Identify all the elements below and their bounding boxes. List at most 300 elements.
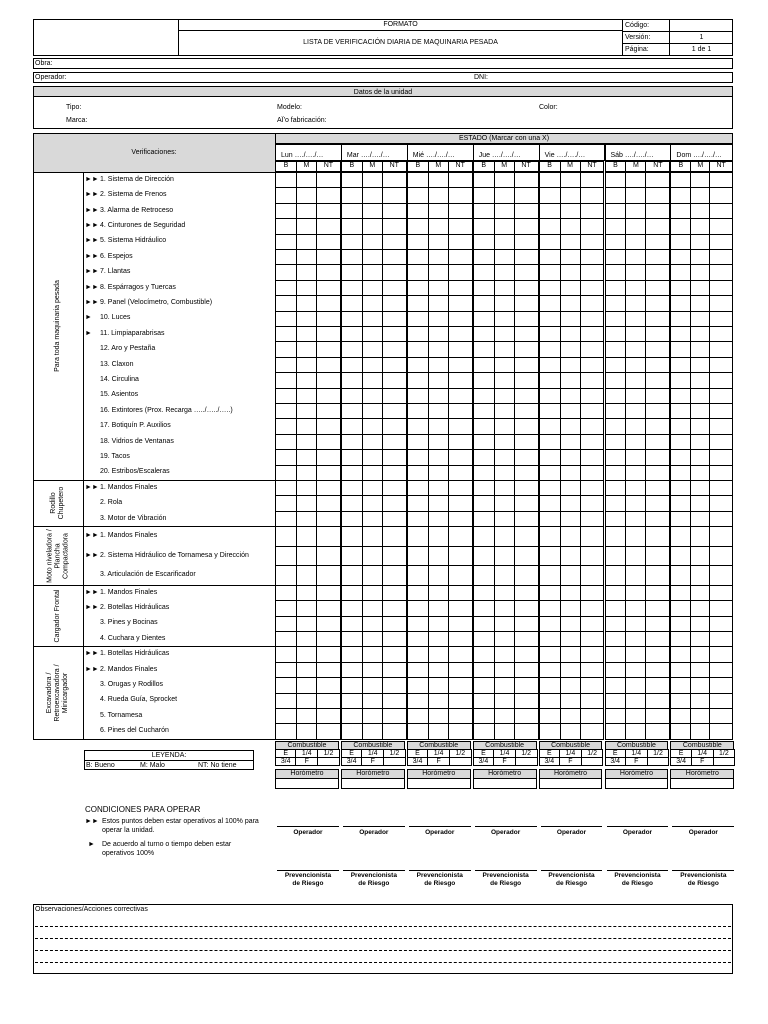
check-cell[interactable] [407, 341, 429, 357]
check-cell[interactable] [382, 480, 407, 496]
check-cell[interactable] [670, 585, 691, 601]
check-cell[interactable] [296, 585, 317, 601]
check-cell[interactable] [341, 234, 363, 250]
check-cell[interactable] [514, 693, 539, 709]
check-cell[interactable] [670, 565, 691, 586]
check-cell[interactable] [448, 565, 473, 586]
check-cell[interactable] [362, 585, 383, 601]
check-cell[interactable] [494, 357, 515, 373]
check-cell[interactable] [709, 249, 733, 265]
check-cell[interactable] [645, 234, 670, 250]
check-cell[interactable] [407, 264, 429, 280]
check-cell[interactable] [296, 203, 317, 219]
check-cell[interactable] [514, 662, 539, 678]
check-cell[interactable] [407, 187, 429, 203]
check-cell[interactable] [560, 264, 581, 280]
check-cell[interactable] [690, 249, 710, 265]
check-cell[interactable] [316, 708, 341, 724]
prevencionista-signature-line[interactable] [607, 870, 669, 871]
check-cell[interactable] [539, 449, 561, 465]
check-cell[interactable] [341, 723, 363, 739]
check-cell[interactable] [275, 449, 297, 465]
check-cell[interactable] [428, 372, 449, 388]
check-cell[interactable] [670, 249, 691, 265]
check-cell[interactable] [341, 434, 363, 450]
check-cell[interactable] [407, 172, 429, 188]
check-cell[interactable] [580, 388, 605, 404]
check-cell[interactable] [316, 434, 341, 450]
check-cell[interactable] [539, 662, 561, 678]
check-cell[interactable] [560, 295, 581, 311]
check-cell[interactable] [316, 600, 341, 616]
check-cell[interactable] [625, 565, 646, 586]
check-cell[interactable] [296, 434, 317, 450]
check-cell[interactable] [670, 311, 691, 327]
check-cell[interactable] [709, 203, 733, 219]
check-cell[interactable] [382, 708, 407, 724]
check-cell[interactable] [382, 526, 407, 547]
check-cell[interactable] [382, 418, 407, 434]
check-cell[interactable] [407, 311, 429, 327]
check-cell[interactable] [407, 565, 429, 586]
check-cell[interactable] [514, 418, 539, 434]
fuel-level[interactable]: 1/4 [625, 749, 648, 758]
check-cell[interactable] [709, 723, 733, 739]
check-cell[interactable] [514, 546, 539, 567]
check-cell[interactable] [382, 326, 407, 342]
check-cell[interactable] [382, 403, 407, 419]
fuel-level[interactable]: 3/4 [275, 757, 296, 766]
check-cell[interactable] [580, 511, 605, 527]
check-cell[interactable] [645, 495, 670, 511]
check-cell[interactable] [296, 357, 317, 373]
fuel-level[interactable] [647, 757, 670, 766]
check-cell[interactable] [362, 203, 383, 219]
check-cell[interactable] [625, 187, 646, 203]
fuel-level[interactable]: E [539, 749, 560, 758]
check-cell[interactable] [605, 311, 627, 327]
prevencionista-signature-line[interactable] [409, 870, 471, 871]
check-cell[interactable] [382, 311, 407, 327]
check-cell[interactable] [690, 341, 710, 357]
check-cell[interactable] [428, 677, 449, 693]
check-cell[interactable] [316, 495, 341, 511]
check-cell[interactable] [670, 280, 691, 296]
check-cell[interactable] [514, 388, 539, 404]
check-cell[interactable] [605, 546, 627, 567]
check-cell[interactable] [473, 280, 495, 296]
check-cell[interactable] [473, 187, 495, 203]
check-cell[interactable] [580, 203, 605, 219]
check-cell[interactable] [645, 526, 670, 547]
check-cell[interactable] [341, 600, 363, 616]
check-cell[interactable] [316, 616, 341, 632]
check-cell[interactable] [539, 187, 561, 203]
check-cell[interactable] [514, 631, 539, 647]
check-cell[interactable] [362, 495, 383, 511]
check-cell[interactable] [341, 388, 363, 404]
check-cell[interactable] [448, 495, 473, 511]
check-cell[interactable] [514, 341, 539, 357]
fuel-level[interactable] [383, 757, 406, 766]
prevencionista-signature-line[interactable] [541, 870, 603, 871]
check-cell[interactable] [448, 264, 473, 280]
check-cell[interactable] [514, 434, 539, 450]
check-cell[interactable] [296, 403, 317, 419]
check-cell[interactable] [560, 418, 581, 434]
check-cell[interactable] [473, 449, 495, 465]
check-cell[interactable] [448, 434, 473, 450]
check-cell[interactable] [580, 546, 605, 567]
check-cell[interactable] [709, 187, 733, 203]
fuel-level[interactable]: 1/2 [647, 749, 670, 758]
fuel-level[interactable] [515, 757, 538, 766]
check-cell[interactable] [625, 600, 646, 616]
check-cell[interactable] [407, 546, 429, 567]
check-cell[interactable] [494, 418, 515, 434]
check-cell[interactable] [514, 172, 539, 188]
check-cell[interactable] [645, 388, 670, 404]
check-cell[interactable] [407, 662, 429, 678]
check-cell[interactable] [645, 565, 670, 586]
check-cell[interactable] [341, 585, 363, 601]
check-cell[interactable] [560, 600, 581, 616]
fuel-level[interactable]: E [670, 749, 691, 758]
check-cell[interactable] [709, 418, 733, 434]
check-cell[interactable] [316, 480, 341, 496]
check-cell[interactable] [645, 172, 670, 188]
check-cell[interactable] [296, 526, 317, 547]
check-cell[interactable] [625, 372, 646, 388]
check-cell[interactable] [494, 234, 515, 250]
check-cell[interactable] [560, 616, 581, 632]
check-cell[interactable] [275, 600, 297, 616]
check-cell[interactable] [605, 511, 627, 527]
check-cell[interactable] [645, 403, 670, 419]
check-cell[interactable] [362, 449, 383, 465]
check-cell[interactable] [560, 495, 581, 511]
check-cell[interactable] [580, 249, 605, 265]
check-cell[interactable] [428, 693, 449, 709]
check-cell[interactable] [382, 546, 407, 567]
check-cell[interactable] [709, 565, 733, 586]
check-cell[interactable] [625, 693, 646, 709]
check-cell[interactable] [580, 693, 605, 709]
check-cell[interactable] [316, 280, 341, 296]
check-cell[interactable] [448, 465, 473, 481]
check-cell[interactable] [709, 311, 733, 327]
check-cell[interactable] [514, 264, 539, 280]
check-cell[interactable] [560, 280, 581, 296]
check-cell[interactable] [625, 546, 646, 567]
check-cell[interactable] [560, 585, 581, 601]
check-cell[interactable] [296, 449, 317, 465]
check-cell[interactable] [473, 677, 495, 693]
check-cell[interactable] [539, 546, 561, 567]
fuel-level[interactable]: E [275, 749, 296, 758]
check-cell[interactable] [296, 723, 317, 739]
fuel-level[interactable]: E [407, 749, 428, 758]
check-cell[interactable] [514, 708, 539, 724]
check-cell[interactable] [514, 723, 539, 739]
check-cell[interactable] [428, 480, 449, 496]
check-cell[interactable] [605, 234, 627, 250]
check-cell[interactable] [382, 203, 407, 219]
check-cell[interactable] [407, 526, 429, 547]
check-cell[interactable] [316, 341, 341, 357]
check-cell[interactable] [382, 264, 407, 280]
check-cell[interactable] [275, 708, 297, 724]
check-cell[interactable] [645, 511, 670, 527]
check-cell[interactable] [296, 677, 317, 693]
check-cell[interactable] [494, 372, 515, 388]
check-cell[interactable] [473, 357, 495, 373]
check-cell[interactable] [407, 388, 429, 404]
check-cell[interactable] [428, 357, 449, 373]
check-cell[interactable] [580, 218, 605, 234]
observations-line[interactable] [35, 938, 731, 939]
check-cell[interactable] [690, 495, 710, 511]
check-cell[interactable] [296, 372, 317, 388]
check-cell[interactable] [362, 480, 383, 496]
check-cell[interactable] [362, 693, 383, 709]
check-cell[interactable] [494, 480, 515, 496]
check-cell[interactable] [670, 600, 691, 616]
check-cell[interactable] [580, 357, 605, 373]
check-cell[interactable] [275, 480, 297, 496]
check-cell[interactable] [428, 234, 449, 250]
check-cell[interactable] [316, 526, 341, 547]
check-cell[interactable] [670, 677, 691, 693]
check-cell[interactable] [316, 418, 341, 434]
check-cell[interactable] [494, 616, 515, 632]
check-cell[interactable] [605, 187, 627, 203]
check-cell[interactable] [514, 616, 539, 632]
fuel-level[interactable]: F [361, 757, 384, 766]
check-cell[interactable] [296, 280, 317, 296]
check-cell[interactable] [494, 723, 515, 739]
check-cell[interactable] [407, 449, 429, 465]
check-cell[interactable] [560, 357, 581, 373]
check-cell[interactable] [448, 295, 473, 311]
check-cell[interactable] [382, 172, 407, 188]
check-cell[interactable] [539, 600, 561, 616]
check-cell[interactable] [670, 187, 691, 203]
check-cell[interactable] [645, 218, 670, 234]
check-cell[interactable] [362, 526, 383, 547]
check-cell[interactable] [316, 295, 341, 311]
check-cell[interactable] [690, 546, 710, 567]
check-cell[interactable] [605, 526, 627, 547]
check-cell[interactable] [539, 326, 561, 342]
check-cell[interactable] [670, 646, 691, 662]
check-cell[interactable] [625, 234, 646, 250]
horometro-field[interactable] [670, 778, 734, 789]
fuel-level[interactable]: 1/4 [559, 749, 582, 758]
check-cell[interactable] [625, 465, 646, 481]
check-cell[interactable] [645, 357, 670, 373]
check-cell[interactable] [448, 357, 473, 373]
check-cell[interactable] [560, 203, 581, 219]
check-cell[interactable] [382, 388, 407, 404]
check-cell[interactable] [382, 434, 407, 450]
check-cell[interactable] [605, 662, 627, 678]
check-cell[interactable] [580, 341, 605, 357]
check-cell[interactable] [690, 187, 710, 203]
check-cell[interactable] [605, 708, 627, 724]
check-cell[interactable] [514, 465, 539, 481]
check-cell[interactable] [362, 218, 383, 234]
check-cell[interactable] [341, 646, 363, 662]
check-cell[interactable] [428, 403, 449, 419]
check-cell[interactable] [709, 631, 733, 647]
check-cell[interactable] [362, 187, 383, 203]
check-cell[interactable] [539, 677, 561, 693]
check-cell[interactable] [709, 172, 733, 188]
check-cell[interactable] [448, 723, 473, 739]
check-cell[interactable] [382, 465, 407, 481]
check-cell[interactable] [709, 357, 733, 373]
fuel-level[interactable]: 1/2 [515, 749, 538, 758]
check-cell[interactable] [296, 264, 317, 280]
check-cell[interactable] [514, 372, 539, 388]
check-cell[interactable] [473, 172, 495, 188]
check-cell[interactable] [605, 600, 627, 616]
horometro-field[interactable] [473, 778, 537, 789]
check-cell[interactable] [514, 249, 539, 265]
check-cell[interactable] [539, 708, 561, 724]
check-cell[interactable] [605, 388, 627, 404]
fuel-level[interactable]: 3/4 [539, 757, 560, 766]
check-cell[interactable] [514, 511, 539, 527]
check-cell[interactable] [275, 662, 297, 678]
check-cell[interactable] [382, 218, 407, 234]
check-cell[interactable] [316, 326, 341, 342]
check-cell[interactable] [296, 616, 317, 632]
check-cell[interactable] [625, 403, 646, 419]
check-cell[interactable] [341, 218, 363, 234]
fuel-level[interactable]: 3/4 [407, 757, 428, 766]
check-cell[interactable] [362, 646, 383, 662]
fuel-level[interactable] [449, 757, 472, 766]
check-cell[interactable] [605, 249, 627, 265]
check-cell[interactable] [494, 631, 515, 647]
check-cell[interactable] [670, 708, 691, 724]
check-cell[interactable] [362, 631, 383, 647]
check-cell[interactable] [690, 388, 710, 404]
check-cell[interactable] [448, 677, 473, 693]
check-cell[interactable] [362, 341, 383, 357]
check-cell[interactable] [514, 495, 539, 511]
check-cell[interactable] [341, 662, 363, 678]
check-cell[interactable] [709, 585, 733, 601]
check-cell[interactable] [539, 372, 561, 388]
horometro-field[interactable] [539, 778, 603, 789]
check-cell[interactable] [448, 480, 473, 496]
check-cell[interactable] [494, 341, 515, 357]
check-cell[interactable] [382, 616, 407, 632]
check-cell[interactable] [316, 585, 341, 601]
check-cell[interactable] [362, 565, 383, 586]
check-cell[interactable] [341, 249, 363, 265]
check-cell[interactable] [539, 172, 561, 188]
check-cell[interactable] [448, 203, 473, 219]
check-cell[interactable] [382, 234, 407, 250]
check-cell[interactable] [407, 465, 429, 481]
check-cell[interactable] [580, 172, 605, 188]
check-cell[interactable] [625, 723, 646, 739]
check-cell[interactable] [645, 326, 670, 342]
check-cell[interactable] [428, 723, 449, 739]
check-cell[interactable] [296, 546, 317, 567]
check-cell[interactable] [382, 600, 407, 616]
check-cell[interactable] [709, 449, 733, 465]
check-cell[interactable] [341, 526, 363, 547]
check-cell[interactable] [560, 723, 581, 739]
check-cell[interactable] [560, 372, 581, 388]
check-cell[interactable] [362, 723, 383, 739]
check-cell[interactable] [407, 203, 429, 219]
check-cell[interactable] [362, 264, 383, 280]
check-cell[interactable] [645, 280, 670, 296]
check-cell[interactable] [428, 511, 449, 527]
check-cell[interactable] [514, 311, 539, 327]
check-cell[interactable] [539, 203, 561, 219]
check-cell[interactable] [690, 403, 710, 419]
check-cell[interactable] [560, 646, 581, 662]
fuel-level[interactable]: 1/2 [713, 749, 736, 758]
check-cell[interactable] [382, 249, 407, 265]
check-cell[interactable] [605, 357, 627, 373]
check-cell[interactable] [275, 295, 297, 311]
check-cell[interactable] [428, 616, 449, 632]
check-cell[interactable] [473, 693, 495, 709]
check-cell[interactable] [382, 511, 407, 527]
check-cell[interactable] [645, 693, 670, 709]
check-cell[interactable] [670, 495, 691, 511]
check-cell[interactable] [275, 357, 297, 373]
check-cell[interactable] [709, 218, 733, 234]
check-cell[interactable] [645, 631, 670, 647]
check-cell[interactable] [625, 677, 646, 693]
check-cell[interactable] [296, 511, 317, 527]
check-cell[interactable] [690, 616, 710, 632]
check-cell[interactable] [428, 341, 449, 357]
check-cell[interactable] [690, 646, 710, 662]
check-cell[interactable] [382, 677, 407, 693]
check-cell[interactable] [296, 662, 317, 678]
check-cell[interactable] [448, 646, 473, 662]
check-cell[interactable] [560, 480, 581, 496]
check-cell[interactable] [670, 388, 691, 404]
check-cell[interactable] [625, 357, 646, 373]
check-cell[interactable] [670, 234, 691, 250]
check-cell[interactable] [560, 662, 581, 678]
check-cell[interactable] [494, 280, 515, 296]
check-cell[interactable] [645, 264, 670, 280]
check-cell[interactable] [341, 708, 363, 724]
operador-signature-line[interactable] [475, 826, 537, 827]
check-cell[interactable] [473, 616, 495, 632]
check-cell[interactable] [670, 631, 691, 647]
check-cell[interactable] [690, 280, 710, 296]
check-cell[interactable] [494, 565, 515, 586]
check-cell[interactable] [296, 249, 317, 265]
check-cell[interactable] [560, 234, 581, 250]
check-cell[interactable] [560, 311, 581, 327]
check-cell[interactable] [670, 295, 691, 311]
fuel-level[interactable]: E [473, 749, 494, 758]
